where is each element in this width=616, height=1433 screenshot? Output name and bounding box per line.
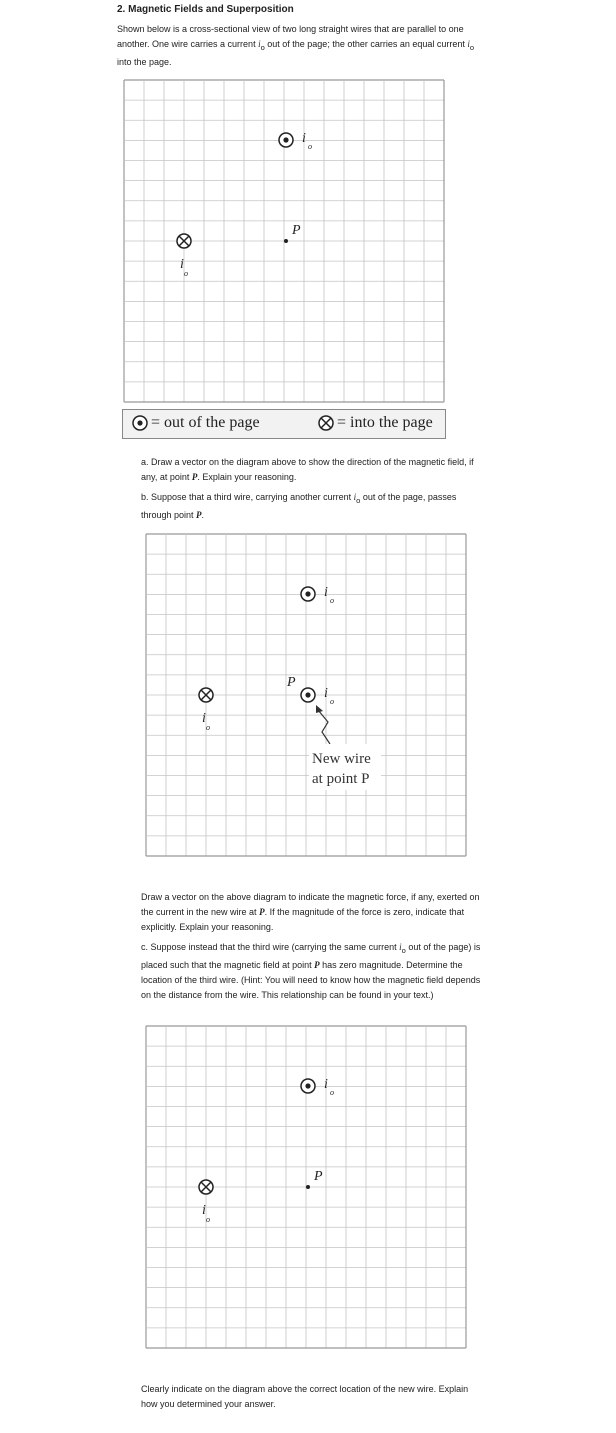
diagram-grid-2[interactable] [144,532,468,858]
part-a-question: a. Draw a vector on the diagram above to show the direction of the magnetic field, if any, at point P. Explain your reasoning. [141,457,474,482]
part-c-question: c. Suppose instead that the third wire (carrying the same current $i_o$ out of the page) is placed such that the magnetic field at point P has zero magnitude. Determine the location of the third wire. (Hint: You will need to know how the magnetic field depends on the distance from the wire. This relationship can be found in your text.) [141,942,481,1000]
diagram-grid-3[interactable] [144,1024,468,1350]
final-instruction: Clearly indicate on the diagram above the correct location of the new wire. Explain how you determined your answer. [141,1384,469,1409]
part-b-question: b. Suppose that a third wire, carrying another current $i_o$ out of the page, passes through point P. [141,492,457,520]
wire-current-subscript: o [206,1215,210,1224]
out-of-page-icon [131,414,149,432]
wire-out-of-page [279,133,293,147]
new-wire-out-of-page [301,688,315,702]
point-p-dot [284,239,288,243]
wire-current-label: i [202,711,206,726]
problem-heading: 2. Magnetic Fields and Superposition [117,4,294,15]
wire-current-label: i [324,1077,328,1092]
legend-out-label: = out of the page [151,414,260,431]
new-wire-note-line2: at point P [312,771,370,787]
point-p-dot [306,1185,310,1189]
point-p-label: P [287,675,296,690]
legend-out-entry [131,414,260,432]
new-wire-current-label: i [324,686,328,701]
point-p-label: P [292,223,301,238]
wire-current-label: i [202,1203,206,1218]
wire-current-label: i [180,257,184,272]
symbol-legend [122,409,446,439]
diagram-grid-1[interactable] [122,78,446,404]
wire-current-subscript: o [206,723,210,732]
wire-current-subscript: o [184,269,188,278]
wire-into-page [199,688,213,702]
wire-out-of-page [301,587,315,601]
intro-paragraph: Shown below is a cross-sectional view of two long straight wires that are parallel to one another. One wire carries a current $i_o$ out of the page; the other carries an equal current $i_o$ into the page. [117,24,475,67]
new-wire-note-line1: New wire [312,751,371,767]
wire-current-label: i [302,131,306,146]
wire-current-label: i [324,585,328,600]
into-page-icon [317,414,335,432]
pointer-arrow [316,705,330,744]
force-question: Draw a vector on the above diagram to indicate the magnetic force, if any, exerted on the current in the new wire at P. If the magnitude of the force is zero, indicate that explicitly. Explain your reasoning. [141,892,480,932]
wire-current-subscript: o [308,142,312,151]
new-wire-current-subscript: o [330,697,334,706]
wire-current-subscript: o [330,596,334,605]
legend-in-entry [317,414,433,432]
wire-into-page [177,234,191,248]
point-p-label: P [314,1169,323,1184]
legend-in-label: = into the page [337,414,433,431]
wire-current-subscript: o [330,1088,334,1097]
wire-out-of-page [301,1079,315,1093]
wire-into-page [199,1180,213,1194]
